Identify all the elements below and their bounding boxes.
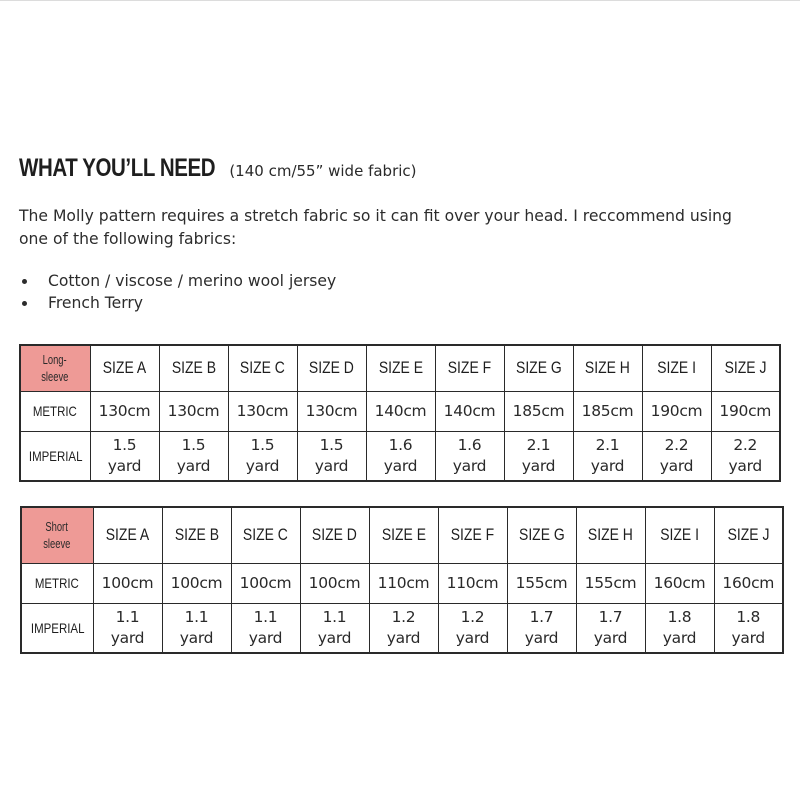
size-header-cell	[714, 507, 783, 563]
size-label: SIZE H	[588, 525, 633, 545]
short-sleeve-table	[20, 506, 784, 654]
top-divider	[0, 0, 800, 1]
size-label: SIZE G	[515, 358, 562, 378]
size-label: SIZE A	[102, 358, 147, 378]
imperial-amount: 1.5	[112, 435, 137, 454]
size-label: SIZE A	[105, 525, 150, 545]
imperial-value	[573, 431, 642, 481]
imperial-label: IMPERIAL	[21, 603, 93, 653]
size-header-cell	[159, 345, 228, 391]
imperial-unit: yard	[662, 628, 697, 647]
metric-value: 110cm	[369, 563, 438, 603]
metric-value: 110cm	[438, 563, 507, 603]
imperial-amount: 1.5	[319, 435, 344, 454]
imperial-value	[714, 603, 783, 653]
long-sleeve-table	[19, 344, 781, 482]
metric-value: 185cm	[573, 391, 642, 431]
imperial-unit: yard	[731, 628, 765, 647]
size-label: SIZE J	[727, 525, 770, 545]
metric-value: 140cm	[435, 391, 504, 431]
metric-value: 155cm	[576, 563, 645, 603]
sleeve-type-cell	[20, 345, 90, 391]
imperial-amount: 1.2	[460, 607, 485, 626]
imperial-value	[159, 431, 228, 481]
sleeve-type-label: Long- sleeve	[41, 352, 69, 385]
size-header-row	[20, 345, 780, 391]
metric-value: 190cm	[711, 391, 780, 431]
imperial-amount: 2.2	[733, 435, 758, 454]
imperial-unit: yard	[317, 628, 352, 647]
fabric-name: Cotton / viscose / merino wool jersey	[48, 272, 337, 290]
imperial-value	[90, 431, 159, 481]
metric-value: 130cm	[297, 391, 366, 431]
fabric-list	[19, 270, 336, 314]
size-label: SIZE B	[174, 525, 219, 545]
size-label: SIZE D	[309, 358, 354, 378]
size-header-cell	[90, 345, 159, 391]
imperial-unit: yard	[107, 456, 142, 475]
imperial-amount: 1.6	[388, 435, 413, 454]
imperial-amount: 1.7	[598, 607, 623, 626]
metric-value: 100cm	[162, 563, 231, 603]
imperial-amount: 1.1	[115, 607, 140, 626]
metric-value: 160cm	[645, 563, 714, 603]
imperial-unit: yard	[383, 456, 418, 475]
size-label: SIZE J	[724, 358, 767, 378]
imperial-value	[300, 603, 369, 653]
imperial-value	[297, 431, 366, 481]
imperial-value	[438, 603, 507, 653]
imperial-value	[435, 431, 504, 481]
imperial-unit: yard	[386, 628, 421, 647]
imperial-value	[642, 431, 711, 481]
imperial-row	[21, 603, 783, 653]
size-header-cell	[504, 345, 573, 391]
imperial-amount: 1.8	[736, 607, 761, 626]
size-label: SIZE C	[243, 525, 288, 545]
size-header-cell	[366, 345, 435, 391]
size-header-cell	[300, 507, 369, 563]
imperial-unit: yard	[590, 456, 625, 475]
size-label: SIZE H	[585, 358, 630, 378]
metric-value: 100cm	[93, 563, 162, 603]
imperial-amount: 2.1	[526, 435, 551, 454]
sleeve-type-cell	[21, 507, 93, 563]
size-header-row	[21, 507, 783, 563]
size-header-cell	[231, 507, 300, 563]
size-label: SIZE I	[660, 525, 699, 545]
imperial-value	[645, 603, 714, 653]
imperial-value	[93, 603, 162, 653]
size-label: SIZE C	[240, 358, 285, 378]
section-heading	[19, 154, 417, 183]
size-header-cell	[297, 345, 366, 391]
size-header-cell	[369, 507, 438, 563]
size-header-cell	[507, 507, 576, 563]
metric-row	[21, 563, 783, 603]
intro-paragraph: The Molly pattern requires a stretch fabric so it can fit over your head. I reccommend using one of the following fabrics:	[19, 207, 732, 248]
size-header-cell	[228, 345, 297, 391]
imperial-amount: 1.7	[529, 607, 554, 626]
imperial-unit: yard	[593, 628, 628, 647]
size-header-cell	[162, 507, 231, 563]
metric-value: 140cm	[366, 391, 435, 431]
imperial-unit: yard	[314, 456, 349, 475]
size-header-cell	[93, 507, 162, 563]
size-header-cell	[438, 507, 507, 563]
metric-value: 130cm	[228, 391, 297, 431]
imperial-amount: 2.2	[664, 435, 689, 454]
imperial-unit: yard	[452, 456, 487, 475]
imperial-unit: yard	[659, 456, 694, 475]
fabric-name: French Terry	[48, 294, 144, 312]
metric-label: METRIC	[20, 391, 90, 431]
size-label: SIZE E	[378, 358, 423, 378]
metric-value: 155cm	[507, 563, 576, 603]
imperial-unit: yard	[176, 456, 211, 475]
imperial-row	[20, 431, 780, 481]
imperial-value	[507, 603, 576, 653]
size-header-cell	[645, 507, 714, 563]
metric-label: METRIC	[21, 563, 93, 603]
page-title: WHAT YOU’LL NEED	[19, 154, 216, 182]
imperial-unit: yard	[245, 456, 280, 475]
metric-value: 185cm	[504, 391, 573, 431]
imperial-amount: 1.6	[457, 435, 482, 454]
size-header-cell	[711, 345, 780, 391]
imperial-value	[369, 603, 438, 653]
imperial-unit: yard	[524, 628, 559, 647]
imperial-amount: 1.1	[184, 607, 209, 626]
size-label: SIZE B	[171, 358, 216, 378]
metric-value: 100cm	[300, 563, 369, 603]
imperial-amount: 1.5	[181, 435, 206, 454]
size-label: SIZE D	[312, 525, 357, 545]
metric-value: 130cm	[90, 391, 159, 431]
list-item	[19, 292, 336, 314]
metric-row	[20, 391, 780, 431]
imperial-value	[366, 431, 435, 481]
imperial-value	[504, 431, 573, 481]
imperial-value	[162, 603, 231, 653]
size-label: SIZE F	[447, 358, 492, 378]
size-header-cell	[576, 507, 645, 563]
fabric-width-note: (140 cm/55” wide fabric)	[229, 162, 417, 180]
imperial-unit: yard	[455, 628, 490, 647]
metric-value: 130cm	[159, 391, 228, 431]
imperial-unit: yard	[248, 628, 283, 647]
imperial-value	[231, 603, 300, 653]
imperial-unit: yard	[179, 628, 214, 647]
metric-value: 190cm	[642, 391, 711, 431]
imperial-value	[576, 603, 645, 653]
bullet-icon	[22, 301, 27, 306]
metric-value: 100cm	[231, 563, 300, 603]
imperial-amount: 1.5	[250, 435, 275, 454]
size-label: SIZE I	[657, 358, 696, 378]
sleeve-type-label: Short sleeve	[43, 519, 71, 552]
size-label: SIZE F	[450, 525, 495, 545]
imperial-value	[228, 431, 297, 481]
imperial-amount: 1.1	[322, 607, 347, 626]
imperial-unit: yard	[728, 456, 762, 475]
imperial-value	[711, 431, 780, 481]
size-header-cell	[573, 345, 642, 391]
size-header-cell	[642, 345, 711, 391]
metric-value: 160cm	[714, 563, 783, 603]
size-header-cell	[435, 345, 504, 391]
bullet-icon	[22, 279, 27, 284]
list-item	[19, 270, 336, 292]
size-label: SIZE E	[381, 525, 426, 545]
imperial-amount: 1.2	[391, 607, 416, 626]
imperial-amount: 2.1	[595, 435, 620, 454]
imperial-unit: yard	[110, 628, 145, 647]
imperial-amount: 1.8	[667, 607, 692, 626]
imperial-label: IMPERIAL	[20, 431, 90, 481]
imperial-amount: 1.1	[253, 607, 278, 626]
imperial-unit: yard	[521, 456, 556, 475]
size-label: SIZE G	[518, 525, 565, 545]
